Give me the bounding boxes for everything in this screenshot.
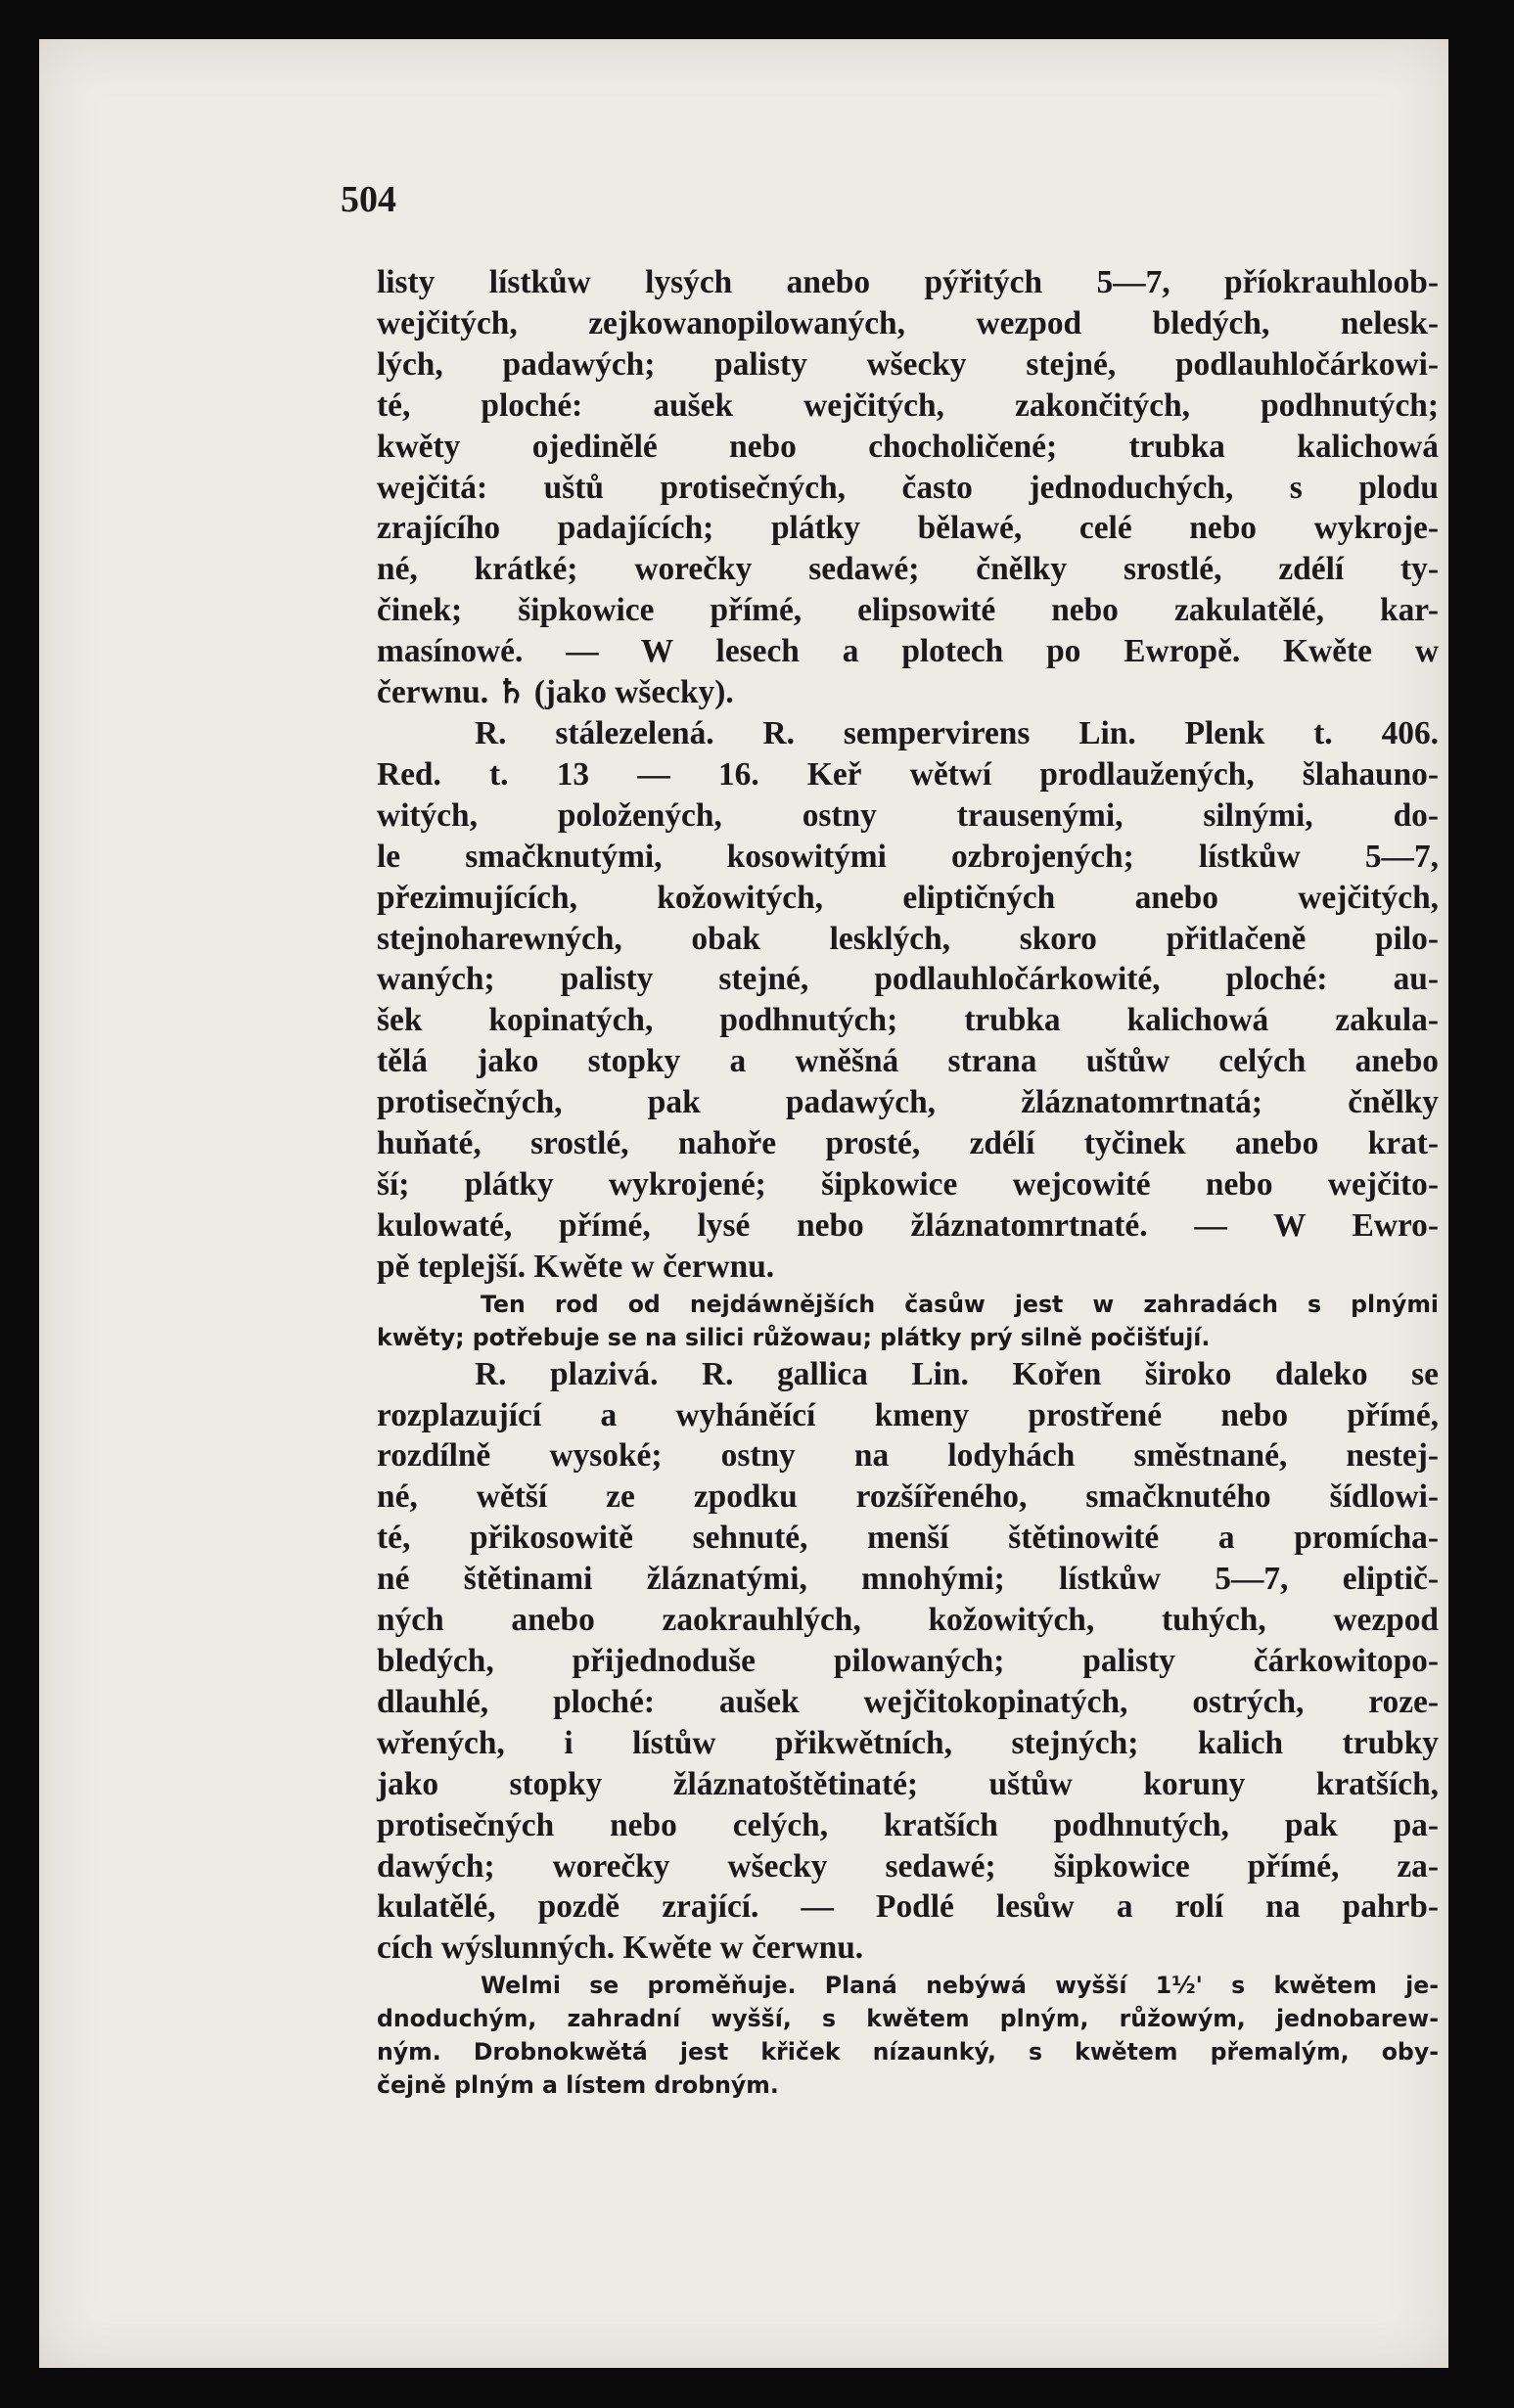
text-line: rozdílně wysoké; ostny na lodyhách směstnané, nestej-	[377, 1437, 1439, 1475]
text-line: wejčitých, zejkowanopilowaných, wezpod bledých, nelesk-	[377, 304, 1439, 341]
text-line: dnoduchým, zahradní wyšší, s kwětem plným, růžowým, jednobarew-	[377, 2005, 1439, 2033]
text-line: tělá jako stopky a wněšná strana uštůw celých anebo	[377, 1043, 1439, 1080]
text-line: witých, položených, ostny trausenými, silnými, do-	[377, 796, 1439, 834]
text-line: kwěty ojedinělé nebo chocholičené; trubka kalichowá	[377, 428, 1439, 465]
text-line: huňaté, srostlé, nahoře prosté, zdélí tyčinek anebo krat-	[377, 1125, 1439, 1162]
text-line: masínowé. — W lesech a plotech po Ewropě. Kwěte w	[377, 633, 1439, 670]
text-line: ší; plátky wykrojené; šipkowice wejcowité nebo wejčito-	[377, 1165, 1439, 1203]
text-line: zrajícího padajících; plátky bělawé, celé nebo wykroje-	[377, 510, 1439, 547]
text-line: Red. t. 13 — 16. Keř wětwí prodlaužených, šlahauno-	[377, 755, 1439, 793]
text-line: kwěty; potřebuje se na silici růžowau; plátky prý silně počišťují.	[377, 1323, 1211, 1351]
text-line: ných anebo zaokrauhlých, kožowitých, tuhých, wezpod	[377, 1602, 1439, 1639]
text-line: protisečných nebo celých, kratších podhnutých, pak pa-	[377, 1806, 1439, 1843]
text-line: čejně plným a lístem drobným.	[377, 2071, 779, 2100]
body-paragraph	[377, 262, 1439, 713]
text-line: né štětinami žláznatými, mnohými; lístkůw 5—7, eliptič-	[377, 1561, 1439, 1598]
text-line: né, wětší ze zpodku rozšířeného, smačknutého šídlowi-	[377, 1478, 1439, 1516]
text-line: dawých; worečky wšecky sedawé; šipkowice přímé, za-	[377, 1847, 1439, 1885]
text-line: jako stopky žláznatoštětinaté; uštůw koruny kratších,	[377, 1765, 1439, 1802]
text-line: wejčitá: uštů protisečných, často jednoduchých, s plodu	[377, 469, 1439, 506]
text-line: R. stálezelená. R. sempervirens Lin. Plenk t. 406.	[475, 714, 1439, 751]
text-line: šek kopinatých, podhnutých; trubka kalichowá zakula-	[377, 1002, 1439, 1039]
text-line: né, krátké; worečky sedawé; čnělky srostlé, zdélí ty-	[377, 551, 1439, 588]
text-line: listy lístkůw lysých anebo pýřitých 5—7, příokrauhloob-	[377, 264, 1439, 300]
text-line: cích wýslunných. Kwěte w čerwnu.	[377, 1930, 864, 1967]
text-line: R. plazivá. R. gallica Lin. Kořen široko daleko se	[475, 1355, 1439, 1392]
page-number: 504	[341, 179, 396, 220]
text-line: stejnoharewných, obak lesklých, skoro přitlačeně pilo-	[377, 920, 1439, 957]
text-line: dlauhlé, ploché: aušek wejčitokopinatých, ostrých, roze-	[377, 1683, 1439, 1720]
body-paragraph	[377, 713, 1439, 1288]
text-line: waných; palisty stejné, podlauhločárkowité, ploché: au-	[377, 961, 1439, 998]
text-line: ným. Drobnokwětá jest křiček nízaunký, s kwětem přemalým, oby-	[377, 2038, 1439, 2067]
book-page	[39, 39, 1448, 2368]
text-line: Welmi se proměňuje. Planá nebýwá wyšší 1½' s kwětem je-	[481, 1972, 1439, 2000]
text-line: té, přikosowitě sehnuté, menší štětinowité a promícha-	[377, 1520, 1439, 1557]
text-line: wřených, i lístůw přikwětních, stejných; kalich trubky	[377, 1724, 1439, 1761]
text-line: té, ploché: aušek wejčitých, zakončitých, podhnutých;	[377, 386, 1439, 424]
text-line: čerwnu. ♄ (jako wšecky).	[377, 674, 734, 711]
text-line: kulatělé, pozdě zrající. — Podlé lesůw a rolí na pahrb-	[377, 1888, 1439, 1926]
text-line: činek; šipkowice přímé, elipsowité nebo zakulatělé, kar-	[377, 592, 1439, 629]
text-line: pě teplejší. Kwěte w čerwnu.	[377, 1248, 775, 1285]
text-line: le smačknutými, kosowitými ozbrojených; lístkůw 5—7,	[377, 838, 1439, 875]
text-line: přezimujících, kožowitých, eliptičných anebo wejčitých,	[377, 879, 1439, 916]
page-text	[377, 262, 1439, 2102]
text-line: Ten rod od nejdáwnějších časůw jest w zahradách s plnými	[481, 1290, 1439, 1318]
text-line: kulowaté, přímé, lysé nebo žláznatomrtnaté. — W Ewro-	[377, 1206, 1439, 1244]
body-paragraph	[377, 1354, 1439, 1970]
text-line: rozplazující a wyháněící kmeny prostřené nebo přímé,	[377, 1396, 1439, 1433]
text-line: lých, padawých; palisty wšecky stejné, podlauhločárkowi-	[377, 345, 1439, 383]
footnote-paragraph	[377, 1969, 1439, 2102]
text-line: bledých, přijednoduše pilowaných; palisty čárkowitopo-	[377, 1643, 1439, 1679]
text-line: protisečných, pak padawých, žláznatomrtnatá; čnělky	[377, 1084, 1439, 1121]
footnote-paragraph	[377, 1288, 1439, 1354]
